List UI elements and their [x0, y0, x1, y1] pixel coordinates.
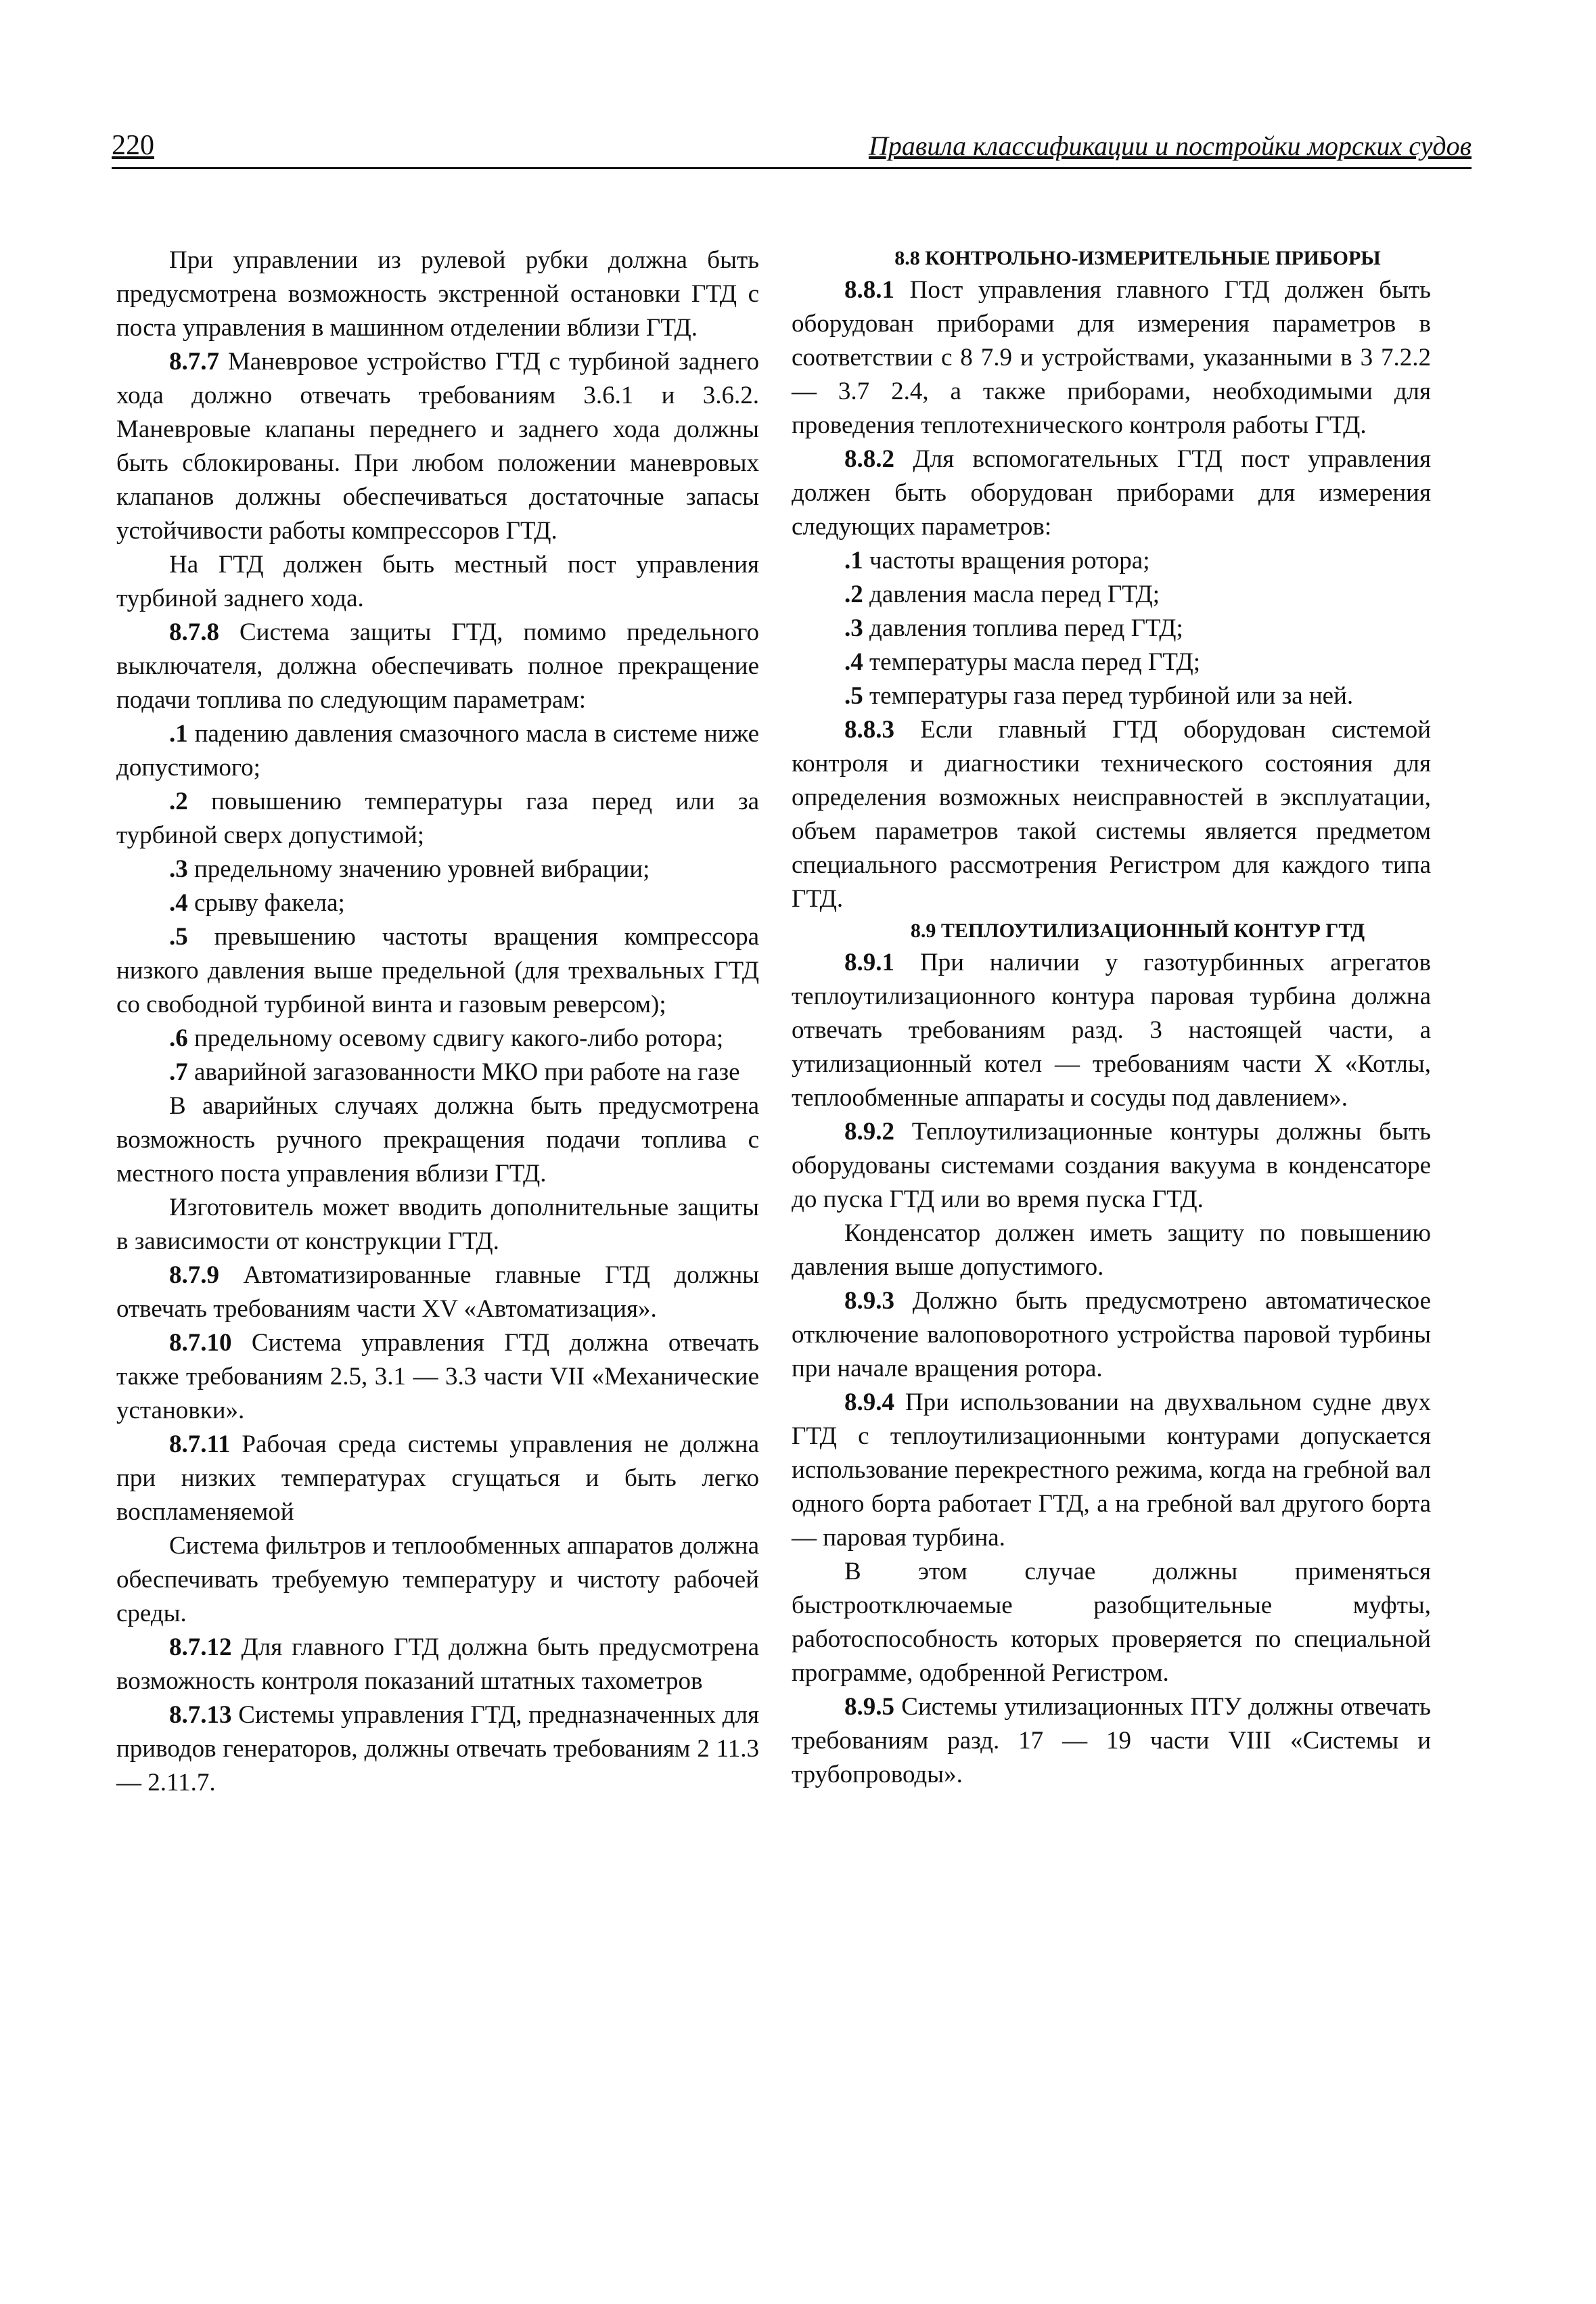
- section-heading: 8.9 ТЕПЛОУТИЛИЗАЦИОННЫЙ КОНТУР ГТД: [910, 920, 1365, 942]
- list-item-number: .2: [169, 788, 188, 815]
- paragraph-text: Система управления ГТД должна отвечать также требованиям 2.5, 3.1 — 3.3 части VII «Механические установки».: [116, 1329, 759, 1424]
- paragraph-text: Маневровое устройство ГТД с турбиной заднего хода должно отвечать требованиям 3.6.1 и 3.6.2. Маневровые клапаны переднего и заднего хода должны быть сблокированы. При любом положении маневровых клапанов должны обеспечиваться достаточные запасы устойчивости работы компрессоров ГТД.: [116, 348, 759, 545]
- clause-number: 8.9.2: [844, 1118, 894, 1146]
- list-item: [116, 886, 759, 920]
- paragraph-text: Пост управления главного ГТД должен быть оборудован приборами для измерения параметров в соответствии с 8 7.9 и устройствами, указанными в 3 7.2.2 — 3.7 2.4, а также приборами, необходимыми для проведения теплотехнического контроля работы ГТД.: [792, 276, 1431, 439]
- paragraph-text: Должно быть предусмотрено автоматическое отключение валоповоротного устройства паровой турбины при начале вращения ротора.: [792, 1287, 1431, 1382]
- clause-number: 8.9.1: [844, 949, 894, 976]
- left-column: [116, 244, 759, 1800]
- body-paragraph: Система фильтров и теплообменных аппаратов должна обеспечивать требуемую температуру и чистоту рабочей среды.: [116, 1532, 759, 1627]
- paragraph-text: Для главного ГТД должна быть предусмотрена возможность контроля показаний штатных тахометров: [116, 1633, 759, 1695]
- clause-paragraph: [116, 616, 759, 717]
- list-item-number: .6: [169, 1024, 188, 1052]
- paragraph-text: давления масла перед ГТД;: [863, 581, 1160, 608]
- body-paragraph: В этом случае должны применяться быстроотключаемые разобщительные муфты, работоспособность которых проверяется по специальной программе, одобренной Регистром.: [792, 1558, 1431, 1687]
- paragraph-text: Для вспомогательных ГТД пост управления должен быть оборудован приборами для измерения следующих параметров:: [792, 445, 1431, 541]
- body-paragraph: В аварийных случаях должна быть предусмотрена возможность ручного прекращения подачи топлива с местного поста управления вблизи ГТД.: [116, 1092, 759, 1188]
- list-item: [116, 1056, 759, 1089]
- list-item: [116, 785, 759, 853]
- paragraph-text: предельному значению уровней вибрации;: [187, 855, 650, 883]
- paragraph-text: Рабочая среда системы управления не должна при низких температурах сгущаться и быть легко воспламеняемой: [116, 1430, 759, 1526]
- paragraph-text: предельному осевому сдвигу какого-либо ротора;: [187, 1024, 724, 1052]
- clause-paragraph: [792, 1386, 1431, 1555]
- clause-number: 8.8.1: [844, 276, 894, 304]
- list-item-number: .4: [844, 648, 863, 676]
- paragraph-text: превышению частоты вращения компрессора низкого давления выше предельной (для трехвальных ГТД со свободной турбиной винта и газовым реверсом);: [116, 923, 759, 1018]
- paragraph-text: частоты вращения ротора;: [863, 547, 1150, 574]
- list-item: [116, 717, 759, 785]
- clause-number: 8.7.8: [169, 618, 219, 646]
- clause-number: 8.9.4: [844, 1388, 894, 1416]
- clause-number: 8.9.5: [844, 1693, 894, 1721]
- clause-number: 8.8.2: [844, 445, 894, 473]
- clause-paragraph: [116, 1428, 759, 1529]
- list-item-number: .5: [169, 923, 188, 951]
- paragraph-text: Автоматизированные главные ГТД должны отвечать требованиям части XV «Автоматизация».: [116, 1261, 759, 1323]
- clause-paragraph: [792, 1115, 1431, 1217]
- list-item: [792, 612, 1431, 646]
- paragraph-text: При наличии у газотурбинных агрегатов теплоутилизационного контура паровая турбина должна отвечать требованиям разд. 3 настоящей части, а утилизационный котел — требованиям части X «Котлы, теплообменные аппараты и сосуды под давлением».: [792, 949, 1431, 1112]
- clause-number: 8.9.3: [844, 1287, 894, 1315]
- list-item-number: .3: [844, 614, 863, 642]
- clause-paragraph: [792, 946, 1431, 1115]
- body-paragraph: Изготовитель может вводить дополнительные защиты в зависимости от конструкции ГТД.: [116, 1194, 759, 1255]
- clause-paragraph: [116, 1631, 759, 1698]
- page-header: [112, 124, 1472, 169]
- list-item-number: .1: [169, 720, 188, 748]
- paragraph-text: При использовании на двухвальном судне двух ГТД с теплоутилизационными контурами допускается использование перекрестного режима, когда на гребной вал одного борта работает ГТД, а на гребной вал другого борта — паровая турбина.: [792, 1388, 1431, 1552]
- clause-paragraph: [792, 1284, 1431, 1386]
- clause-number: 8.7.9: [169, 1261, 219, 1289]
- clause-paragraph: [116, 345, 759, 548]
- paragraph-text: давления топлива перед ГТД;: [863, 614, 1183, 642]
- clause-paragraph: [116, 1326, 759, 1428]
- list-item-number: .2: [844, 581, 863, 608]
- right-column: [792, 244, 1431, 1792]
- page-number: 220: [112, 130, 154, 161]
- list-item-number: .1: [844, 547, 863, 574]
- paragraph-text: Теплоутилизационные контуры должны быть оборудованы системами создания вакуума в конденсаторе до пуска ГТД или во время пуска ГТД.: [792, 1118, 1431, 1213]
- clause-number: 8.7.7: [169, 348, 219, 376]
- paragraph-text: Если главный ГТД оборудован системой контроля и диагностики технического состояния для определения возможных неисправностей в эксплуатации, объем параметров такой системы является предметом специального рассмотрения Регистром для каждого типа ГТД.: [792, 716, 1431, 913]
- paragraph-text: Системы утилизационных ПТУ должны отвечать требованиям разд. 17 — 19 части VIII «Системы и трубопроводы».: [792, 1693, 1431, 1788]
- body-paragraph: При управлении из рулевой рубки должна быть предусмотрена возможность экстренной остановки ГТД с поста управления в машинном отделении вблизи ГТД.: [116, 246, 759, 342]
- list-item: [792, 578, 1431, 612]
- paragraph-text: Система защиты ГТД, помимо предельного выключателя, должна обеспечивать полное прекращение подачи топлива по следующим параметрам:: [116, 618, 759, 714]
- list-item: [792, 646, 1431, 679]
- clause-paragraph: [116, 1259, 759, 1326]
- list-item: [792, 679, 1431, 713]
- clause-paragraph: [116, 1698, 759, 1800]
- clause-number: 8.7.10: [169, 1329, 232, 1357]
- paragraph-text: температуры газа перед турбиной или за ней.: [863, 682, 1354, 710]
- paragraph-text: температуры масла перед ГТД;: [863, 648, 1201, 676]
- clause-paragraph: [792, 713, 1431, 916]
- running-title: Правила классификации и постройки морских судов: [868, 131, 1472, 161]
- list-item-number: .5: [844, 682, 863, 710]
- body-paragraph: Конденсатор должен иметь защиту по повышению давления выше допустимого.: [792, 1219, 1431, 1281]
- list-item: [116, 920, 759, 1022]
- clause-number: 8.7.12: [169, 1633, 232, 1661]
- clause-number: 8.7.13: [169, 1701, 232, 1729]
- body-paragraph: На ГТД должен быть местный пост управления турбиной заднего хода.: [116, 551, 759, 612]
- list-item-number: .3: [169, 855, 188, 883]
- clause-paragraph: [792, 443, 1431, 544]
- paragraph-text: срыву факела;: [187, 889, 345, 917]
- list-item: [116, 1022, 759, 1056]
- clause-paragraph: [792, 1690, 1431, 1792]
- paragraph-text: аварийной загазованности МКО при работе на газе: [187, 1058, 740, 1086]
- clause-paragraph: [792, 273, 1431, 443]
- clause-number: 8.7.11: [169, 1430, 231, 1458]
- list-item: [116, 853, 759, 886]
- paragraph-text: Системы управления ГТД, предназначенных для приводов генераторов, должны отвечать требованиям 2 11.3 — 2.11.7.: [116, 1701, 759, 1797]
- paragraph-text: падению давления смазочного масла в системе ниже допустимого;: [116, 720, 759, 782]
- list-item-number: .7: [169, 1058, 188, 1086]
- list-item-number: .4: [169, 889, 188, 917]
- section-heading: 8.8 КОНТРОЛЬНО-ИЗМЕРИТЕЛЬНЫЕ ПРИБОРЫ: [894, 247, 1381, 269]
- clause-number: 8.8.3: [844, 716, 894, 744]
- list-item: [792, 544, 1431, 578]
- paragraph-text: повышению температуры газа перед или за турбиной сверх допустимой;: [116, 788, 759, 849]
